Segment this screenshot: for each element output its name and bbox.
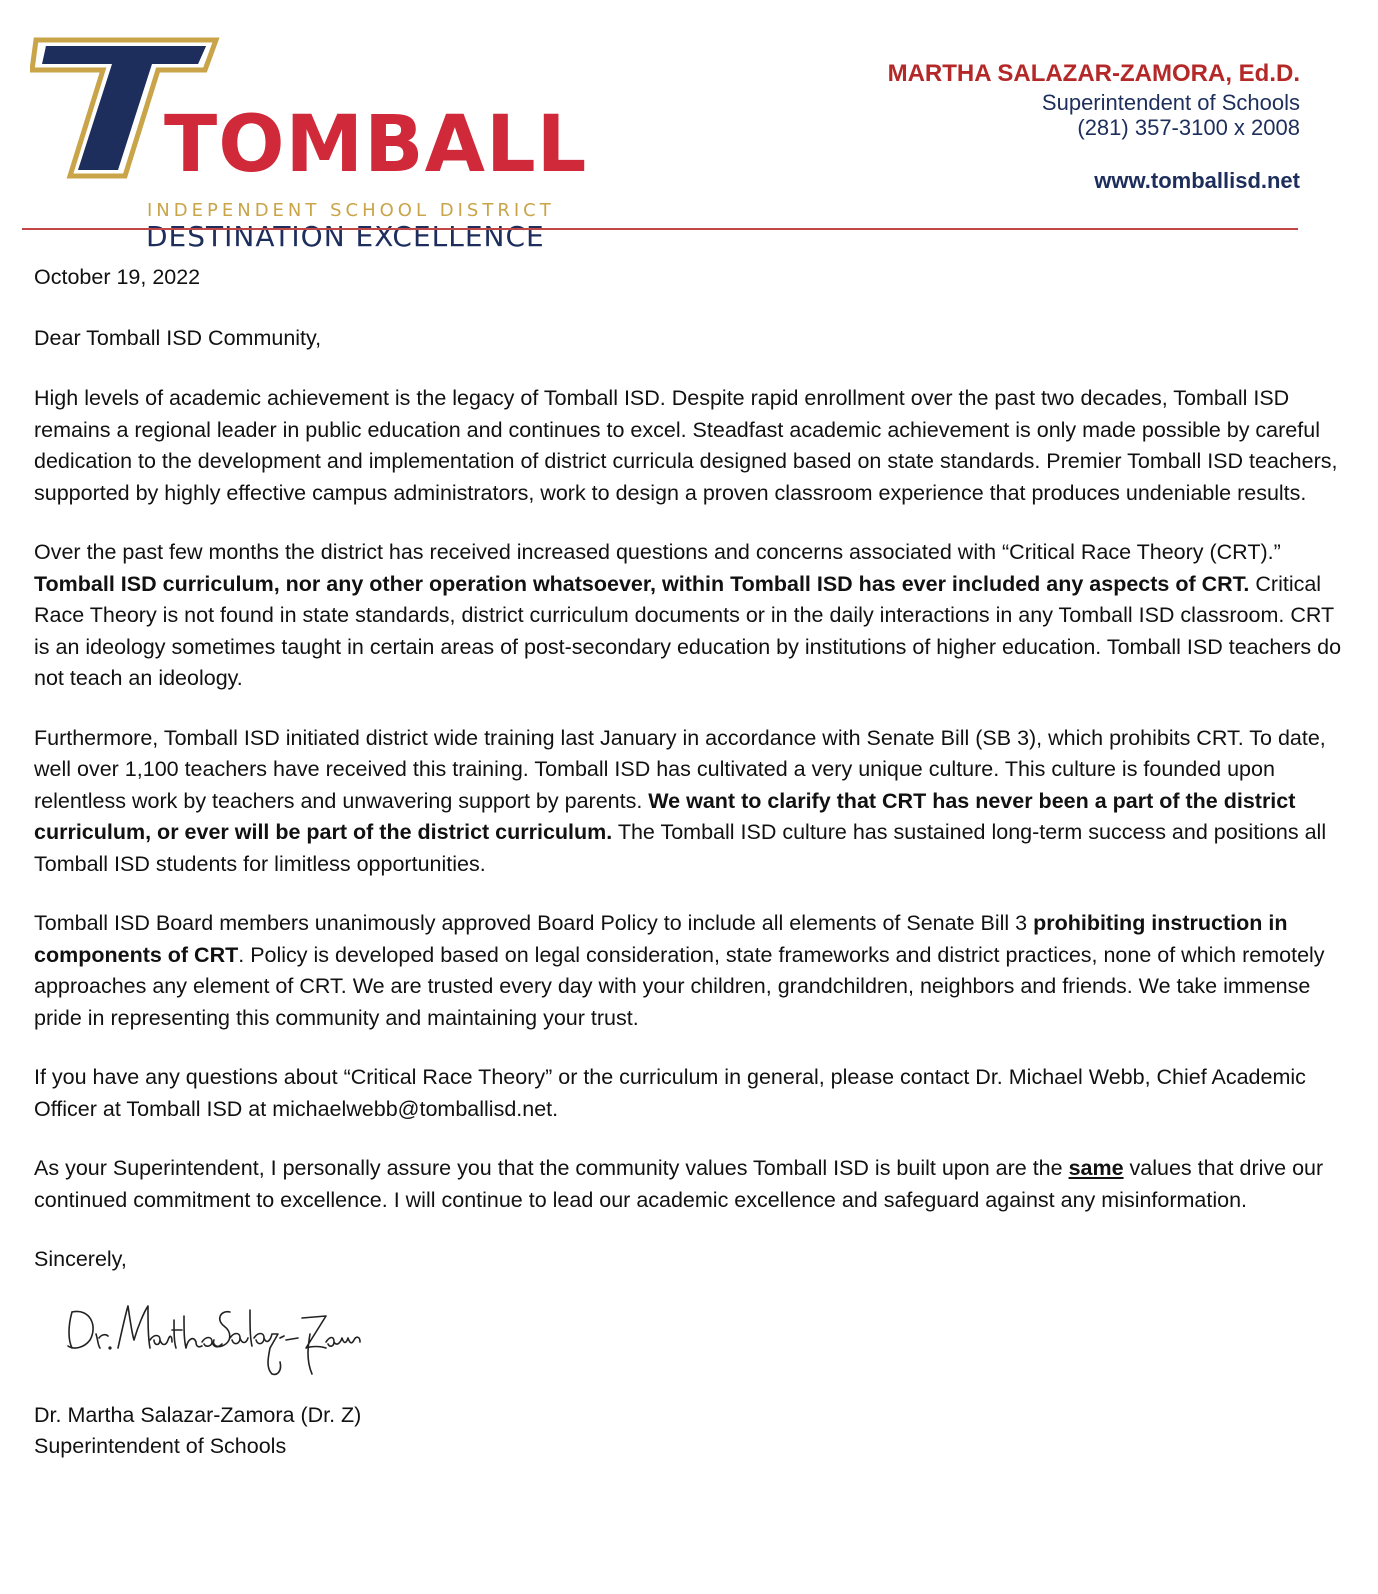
paragraph-3 xyxy=(34,723,1342,881)
letter-salutation: Dear Tomball ISD Community, xyxy=(34,325,322,350)
district-logo xyxy=(30,36,588,253)
paragraph-2-emphasis: Tomball ISD curriculum, nor any other operation whatsoever, within Tomball ISD has ever included any aspects of CRT. xyxy=(34,571,1250,596)
paragraph-5: If you have any questions about “Critical Race Theory” or the curriculum in general, please contact Dr. Michael Webb, Chief Academic Officer at Tomball ISD at michaelwebb@tomballisd.net. xyxy=(34,1065,1306,1121)
signer-title: Superintendent of Schools xyxy=(34,1434,287,1458)
paragraph-4 xyxy=(34,908,1342,1034)
paragraph-6-emphasis: same xyxy=(1068,1156,1124,1180)
website-link[interactable]: www.tomballisd.net xyxy=(1094,168,1300,193)
signature-block xyxy=(34,1400,1342,1463)
superintendent-contact xyxy=(888,58,1300,194)
letter-date: October 19, 2022 xyxy=(34,265,201,289)
paragraph-4-text-a: Tomball ISD Board members unanimously approved Board Policy to include all elements of Senate Bill 3 xyxy=(34,911,1034,935)
paragraph-2 xyxy=(34,537,1342,695)
handwritten-signature-icon xyxy=(62,1290,362,1380)
paragraph-4-text-b: . Policy is developed based on legal consideration, state frameworks and district practices, none of which remotely approaches any element of CRT. We are trusted every day with your children, grandchildren, neighbors and friends. We take immense pride in representing this community and maintaining your trust. xyxy=(34,942,1325,1030)
paragraph-6-text-a: As your Superintendent, I personally assure you that the community values Tomball ISD is built upon are the xyxy=(34,1156,1069,1180)
letter-body xyxy=(34,262,1342,1463)
paragraph-6-text-b: values that drive our continued commitment to excellence. I will continue to lead our academic excellence and safeguard against any misinformation. xyxy=(34,1156,1324,1212)
paragraph-6 xyxy=(34,1153,1342,1216)
contact-name: MARTHA SALAZAR-ZAMORA, Ed.D. xyxy=(887,60,1300,87)
paragraph-3-text-b: The Tomball ISD culture has sustained long-term success and positions all Tomball ISD students for limitless opportunities. xyxy=(34,820,1327,876)
header-divider xyxy=(22,228,1298,230)
logo-subtitle: INDEPENDENT SCHOOL DISTRICT xyxy=(147,200,555,221)
paragraph-2-text-b: Critical Race Theory is not found in state standards, district curriculum documents or in the daily interactions in any Tomball ISD classroom. CRT is an ideology sometimes taught in certain areas of post-secondary education by institutions of higher education. Tomball ISD teachers do not teach an ideology. xyxy=(34,571,1342,690)
contact-title: Superintendent of Schools xyxy=(1041,90,1300,115)
signer-name: Dr. Martha Salazar-Zamora (Dr. Z) xyxy=(34,1402,362,1427)
paragraph-3-emphasis: We want to clarify that CRT has never been a part of the district curriculum, or ever will be part of the district curriculum. xyxy=(34,788,1296,844)
paragraph-3-text-a: Furthermore, Tomball ISD initiated district wide training last January in accordance with Senate Bill (SB 3), which prohibits CRT. To date, well over 1,100 teachers have received this training. Tomball ISD has cultivated a very unique culture. This culture is founded upon relentless work by teachers and unwavering support by parents. xyxy=(34,725,1326,813)
logo-tagline: DESTINATION EXCELLENCE xyxy=(146,220,545,253)
paragraph-1: High levels of academic achievement is the legacy of Tomball ISD. Despite rapid enrollment over the past two decades, Tomball ISD remains a regional leader in public education and continues to excel. Steadfast academic achievement is only made possible by careful dedication to the development and implementation of district curricula designed based on state standards. Premier Tomball ISD teachers, supported by highly effective campus administrators, work to design a proven classroom experience that produces undeniable results. xyxy=(34,386,1338,505)
contact-phone: (281) 357-3100 x 2008 xyxy=(1077,115,1300,140)
paragraph-4-emphasis: prohibiting instruction in components of CRT xyxy=(34,911,1288,967)
letter-closing: Sincerely, xyxy=(34,1247,127,1271)
paragraph-2-text-a: Over the past few months the district has received increased questions and concerns associated with “Critical Race Theory (CRT).” xyxy=(34,540,1281,564)
logo-wordmark: TOMBALL xyxy=(164,100,588,190)
